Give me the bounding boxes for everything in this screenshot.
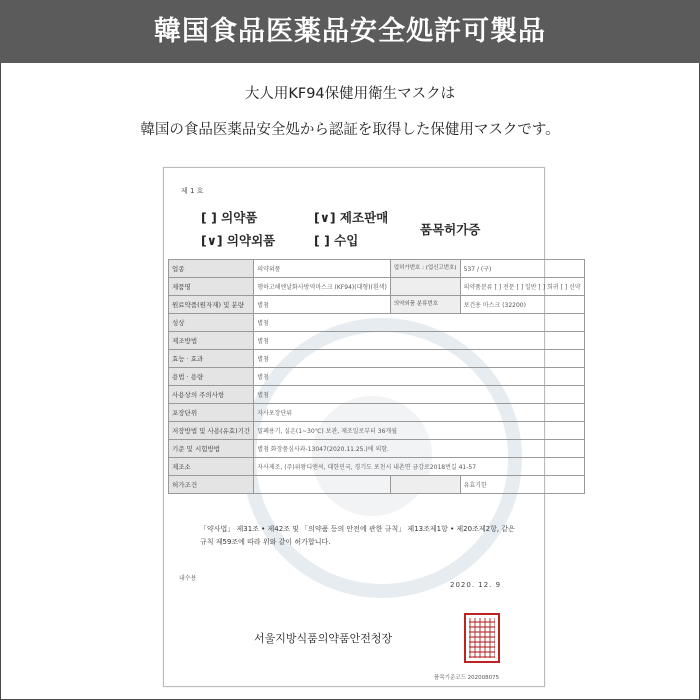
form-number: 제 1 호 <box>181 187 204 195</box>
table-row <box>169 440 585 458</box>
row-value <box>254 476 391 494</box>
kind-quasi-drug: [∨] 의약외품 <box>201 233 276 248</box>
row-label: 허가조건 <box>169 476 254 494</box>
row-label: 업종 <box>169 260 254 278</box>
table-row <box>169 278 585 296</box>
row-extra: 유효기한 <box>460 476 584 494</box>
row-label: 제품명 <box>169 278 254 296</box>
table-row <box>169 332 585 350</box>
row-value: 별첨 <box>254 332 584 350</box>
table-row <box>169 386 585 404</box>
row-extra: 의약품분류 [ ] 전문 [ ] 일반 [ ] 희귀 [ ] 신약 <box>460 278 584 296</box>
table-row <box>169 404 585 422</box>
row-label: 기준 및 시험방법 <box>169 440 254 458</box>
intro-line-1: 大人用KF94保健用衛生マスクは <box>244 86 456 102</box>
row-value: 밀폐용기, 실온(1~30℃) 보관, 제조일로부터 36개월 <box>254 422 584 440</box>
row-value: 별첨 <box>254 368 584 386</box>
row-label: 제조소 <box>169 458 254 476</box>
row-sublabel <box>390 278 460 296</box>
permit-document <box>163 167 581 687</box>
issue-date: 2020. 12. 9 <box>450 581 502 589</box>
row-sublabel: 업허가번호 : (업신고번호) <box>390 260 460 278</box>
row-label: 제조방법 <box>169 332 254 350</box>
row-sublabel <box>390 476 460 494</box>
official-seal-icon <box>464 613 500 663</box>
kind-import: [ ] 수입 <box>314 233 359 248</box>
legal-notice: 「약사법」 제31조 • 제42조 및 「의약품 등의 안전에 관한 규칙」 제13조제1항 • 제20조제2항, 같은 규칙 제59조에 따라 위와 같이 허가합니다. <box>200 525 515 546</box>
seal-pattern <box>469 618 495 658</box>
row-extra: 537 / (구) <box>460 260 584 278</box>
row-label: 성상 <box>169 314 254 332</box>
issuing-agency: 서울지방식품의약품안전청장 <box>254 632 393 645</box>
table-row <box>169 350 585 368</box>
row-label: 사용상의 주의사항 <box>169 386 254 404</box>
item-code: 품목기준코드 202008075 <box>434 675 500 681</box>
row-label: 효능 · 효과 <box>169 350 254 368</box>
row-label: 원료약품(원자재) 및 분량 <box>169 296 254 314</box>
table-row <box>169 422 585 440</box>
row-value: 별첨 <box>254 314 584 332</box>
document-title: 품목허가증 <box>420 222 481 237</box>
table-row <box>169 368 585 386</box>
row-label: 포장단위 <box>169 404 254 422</box>
row-value: 의약외품 <box>254 260 391 278</box>
table-row <box>169 260 585 278</box>
table-row <box>169 296 585 314</box>
row-value: 별첨 <box>254 386 584 404</box>
intro-line-2: 韓国の食品医薬品安全処から認証を取得した保健用マスクです。 <box>140 122 560 138</box>
row-value: 별첨 화장품심사과-13047(2020.11.25.)에 의함. <box>254 440 584 458</box>
row-value: 자사제조, (주)위왕디앤씨, 대한민국, 경기도 포천시 내촌면 금강로2018번길 41-57 <box>254 458 584 476</box>
page-title: 韓国食品医薬品安全処許可製品 <box>154 16 546 47</box>
row-value: 별첨 <box>254 350 584 368</box>
row-sublabel: 의약외품 분류번호 <box>390 296 460 314</box>
row-extra: 보건용 마스크 (32200) <box>460 296 584 314</box>
table-row <box>169 476 585 494</box>
row-value: 행하고해엔날화사방역마스크 (KF94)(대형)(흰색) <box>254 278 391 296</box>
issuer-note: 내수용 <box>179 575 197 582</box>
permit-table <box>168 259 585 494</box>
kind-medicine: [ ] 의약품 <box>201 210 258 225</box>
row-label: 저장방법 및 사용(유효)기간 <box>169 422 254 440</box>
kind-manufacture-sale: [∨] 제조판매 <box>314 210 389 225</box>
table-row <box>169 458 585 476</box>
page-title-banner <box>0 0 700 63</box>
row-value: 자사포장단위 <box>254 404 584 422</box>
row-label: 용법 · 용량 <box>169 368 254 386</box>
row-value: 별첨 <box>254 296 391 314</box>
table-row <box>169 314 585 332</box>
